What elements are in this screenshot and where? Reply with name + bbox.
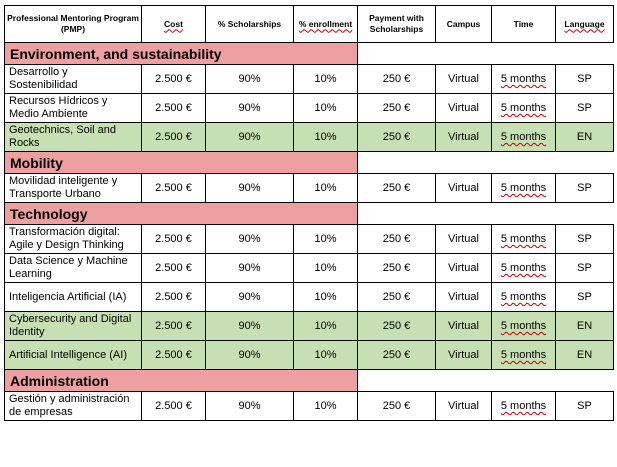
cost-cell: 2.500 € — [142, 123, 206, 152]
time-cell — [492, 392, 556, 421]
payment-cell: 250 € — [358, 392, 436, 421]
campus-cell: Virtual — [436, 123, 492, 152]
enrollment-cell: 10% — [294, 283, 358, 312]
section-header-row — [5, 152, 614, 174]
payment-cell: 250 € — [358, 225, 436, 254]
campus-cell: Virtual — [436, 283, 492, 312]
col-header-time: Time — [492, 6, 556, 43]
time-value: 5 months — [500, 291, 547, 303]
time-value: 5 months — [500, 349, 547, 361]
table-row — [5, 65, 614, 94]
language-cell: SP — [556, 174, 614, 203]
language-cell: EN — [556, 312, 614, 341]
scholarship-cell: 90% — [206, 283, 294, 312]
scholarship-cell: 90% — [206, 65, 294, 94]
table-row — [5, 174, 614, 203]
enrollment-cell: 10% — [294, 65, 358, 94]
section-title: Environment, and sustainability — [5, 43, 358, 65]
section-blank — [358, 152, 614, 174]
time-cell — [492, 123, 556, 152]
scholarship-cell: 90% — [206, 341, 294, 370]
time-cell — [492, 312, 556, 341]
language-cell: SP — [556, 283, 614, 312]
payment-cell: 250 € — [358, 94, 436, 123]
cost-cell: 2.500 € — [142, 174, 206, 203]
cost-cell: 2.500 € — [142, 254, 206, 283]
payment-cell: 250 € — [358, 312, 436, 341]
campus-cell: Virtual — [436, 254, 492, 283]
time-value: 5 months — [500, 131, 547, 143]
program-name-cell: Gestión y administración de empresas — [5, 392, 142, 421]
table-row — [5, 225, 614, 254]
section-title: Administration — [5, 370, 358, 392]
scholarship-cell: 90% — [206, 225, 294, 254]
section-header-row — [5, 203, 614, 225]
table-row — [5, 312, 614, 341]
time-cell — [492, 254, 556, 283]
cost-cell: 2.500 € — [142, 312, 206, 341]
scholarship-cell: 90% — [206, 312, 294, 341]
program-name-cell: Movilidad inteligente y Transporte Urbano — [5, 174, 142, 203]
payment-cell: 250 € — [358, 254, 436, 283]
col-header-language: Language — [556, 6, 614, 43]
cost-cell: 2.500 € — [142, 392, 206, 421]
table-row — [5, 392, 614, 421]
program-name-cell: Cybersecurity and Digital Identity — [5, 312, 142, 341]
section-header-row — [5, 370, 614, 392]
table-row — [5, 94, 614, 123]
campus-cell: Virtual — [436, 65, 492, 94]
section-blank — [358, 203, 614, 225]
section-title: Technology — [5, 203, 358, 225]
scholarship-cell: 90% — [206, 254, 294, 283]
scholarship-cell: 90% — [206, 174, 294, 203]
enrollment-cell: 10% — [294, 123, 358, 152]
campus-cell: Virtual — [436, 312, 492, 341]
time-value: 5 months — [500, 400, 547, 412]
time-cell — [492, 94, 556, 123]
program-name-cell: Recursos Hídricos y Medio Ambiente — [5, 94, 142, 123]
program-name-cell: Data Science y Machine Learning — [5, 254, 142, 283]
enrollment-cell: 10% — [294, 392, 358, 421]
enrollment-cell: 10% — [294, 225, 358, 254]
section-blank — [358, 43, 614, 65]
enrollment-cell: 10% — [294, 174, 358, 203]
time-cell — [492, 283, 556, 312]
col-header-cost: Cost — [142, 6, 206, 43]
time-cell — [492, 225, 556, 254]
scholarship-cell: 90% — [206, 392, 294, 421]
payment-cell: 250 € — [358, 283, 436, 312]
language-cell: SP — [556, 94, 614, 123]
col-header-scholarships: % Scholarships — [206, 6, 294, 43]
payment-cell: 250 € — [358, 174, 436, 203]
campus-cell: Virtual — [436, 392, 492, 421]
cost-cell: 2.500 € — [142, 94, 206, 123]
payment-cell: 250 € — [358, 65, 436, 94]
time-value: 5 months — [500, 320, 547, 332]
col-header-enrollment: % enrollment — [294, 6, 358, 43]
enrollment-cell: 10% — [294, 312, 358, 341]
scholarship-cell: 90% — [206, 123, 294, 152]
section-title: Mobility — [5, 152, 358, 174]
time-cell — [492, 65, 556, 94]
col-header-program: Professional Mentoring Program (PMP) — [5, 6, 142, 43]
time-value: 5 months — [500, 182, 547, 194]
campus-cell: Virtual — [436, 225, 492, 254]
time-cell — [492, 341, 556, 370]
time-value: 5 months — [500, 233, 547, 245]
payment-cell: 250 € — [358, 341, 436, 370]
time-value: 5 months — [500, 102, 547, 114]
table-header-row — [5, 6, 614, 43]
section-header-row — [5, 43, 614, 65]
campus-cell: Virtual — [436, 174, 492, 203]
enrollment-cell: 10% — [294, 94, 358, 123]
scholarship-cell: 90% — [206, 94, 294, 123]
cost-cell: 2.500 € — [142, 225, 206, 254]
table-row — [5, 123, 614, 152]
table-row — [5, 341, 614, 370]
language-cell: SP — [556, 254, 614, 283]
campus-cell: Virtual — [436, 341, 492, 370]
col-header-campus: Campus — [436, 6, 492, 43]
program-name-cell: Inteligencia Artificial (IA) — [5, 283, 142, 312]
programs-table — [4, 5, 614, 421]
table-row — [5, 254, 614, 283]
cost-cell: 2.500 € — [142, 283, 206, 312]
language-cell: SP — [556, 225, 614, 254]
enrollment-cell: 10% — [294, 254, 358, 283]
program-name-cell: Artificial Intelligence (AI) — [5, 341, 142, 370]
time-value: 5 months — [500, 262, 547, 274]
program-name-cell: Transformación digital: Agile y Design Thinking — [5, 225, 142, 254]
col-header-payment: Payment with Scholarships — [358, 6, 436, 43]
payment-cell: 250 € — [358, 123, 436, 152]
language-cell: EN — [556, 341, 614, 370]
program-name-cell: Geotechnics, Soil and Rocks — [5, 123, 142, 152]
enrollment-cell: 10% — [294, 341, 358, 370]
language-cell: SP — [556, 65, 614, 94]
time-value: 5 months — [500, 73, 547, 85]
cost-cell: 2.500 € — [142, 341, 206, 370]
table-row — [5, 283, 614, 312]
time-cell — [492, 174, 556, 203]
section-blank — [358, 370, 614, 392]
language-cell: SP — [556, 392, 614, 421]
language-cell: EN — [556, 123, 614, 152]
campus-cell: Virtual — [436, 94, 492, 123]
cost-cell: 2.500 € — [142, 65, 206, 94]
program-name-cell: Desarrollo y Sostenibilidad — [5, 65, 142, 94]
